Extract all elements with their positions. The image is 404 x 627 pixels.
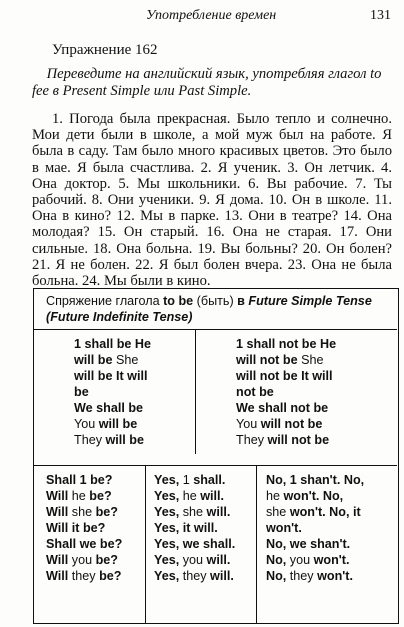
- affirmative-line-bold: We shall be: [74, 401, 144, 415]
- negative-line: [236, 384, 386, 400]
- question-line: [46, 552, 142, 568]
- short-yes-line-bold: Yes,: [154, 489, 180, 503]
- exercise-sentences: 1. Погода была прекрасная. Было тепло и солнечно. Мои дети были в школе, а мой муж был на работе. Я была в саду. Там было много красивых цветов. Это было в мае. Я была счастлива. 2. Я ученик. 3. Он летчик. 4. Она доктор. 5. Мы школьники. 6. Вы рабочие. 7. Ты рабочий. 8. Они ученики. 9. Я дома. 10. Он в школе. 11. Она в кино? 12. Мы в парке. 13. Они в театре? 14. Она молодая? 15. Он старый. 16. Она не старая. 17. Они сильные. 18. Она больна. 19. Вы больны? 20. Он болен? 21. Я не болен. 22. Я был болен вчера. 23. Она не была больна. 24. Мы были в кино.: [32, 111, 392, 290]
- negative-line: [236, 416, 386, 432]
- question-line-plain: he: [68, 489, 90, 503]
- short-no-line: [266, 568, 392, 584]
- question-line-bold: Will: [46, 569, 69, 583]
- affirmative-line: [74, 432, 192, 448]
- affirmative-line: [74, 336, 192, 352]
- short-yes-line-bold: Yes, we shall.: [154, 537, 236, 551]
- negative-line: [236, 432, 386, 448]
- short-no-line-plain: she: [266, 505, 290, 519]
- question-line: [46, 488, 142, 504]
- short-yes-line-plain: they: [179, 569, 211, 583]
- short-no-line-bold: won't.: [313, 553, 350, 567]
- affirmative-line-plain: They: [74, 433, 106, 447]
- negative-line: [236, 368, 386, 384]
- short-yes-line-plain: she: [179, 505, 207, 519]
- short-yes-line: [154, 520, 254, 536]
- question-line-bold: Will it be?: [46, 521, 106, 535]
- short-yes-line-plain: he: [179, 489, 201, 503]
- negative-line-bold: not be: [236, 385, 274, 399]
- short-yes-line-bold: Yes,: [154, 473, 180, 487]
- short-yes-line-bold: Yes,: [154, 569, 180, 583]
- question-line: [46, 520, 142, 536]
- negative-line-bold: will not be It will: [236, 369, 333, 383]
- exercise-text: [32, 111, 392, 289]
- affirmative-line: [74, 352, 192, 368]
- short-no-line-bold: won't. No, it: [289, 505, 361, 519]
- short-yes-line: [154, 568, 254, 584]
- question-line-bold: be?: [99, 569, 122, 583]
- affirmative-line: [74, 384, 192, 400]
- short-yes-list: [154, 472, 254, 584]
- short-no-line-plain: they: [286, 569, 318, 583]
- caption-tense: Future Simple Tense (Future Indefinite Tense): [46, 294, 372, 324]
- affirmative-line-bold: be: [74, 385, 89, 399]
- short-no-line: [266, 536, 392, 552]
- question-line-bold: Will: [46, 489, 69, 503]
- negative-line: [236, 336, 386, 352]
- short-no-line-plain: he: [266, 489, 284, 503]
- short-yes-line: [154, 504, 254, 520]
- short-no-cell: [257, 466, 397, 624]
- questions-list: [46, 472, 142, 584]
- short-no-line-bold: No,: [266, 553, 287, 567]
- short-no-line-bold: No, 1 shan't. No,: [266, 473, 365, 487]
- negative-line-bold: will not be: [260, 417, 323, 431]
- short-no-line-plain: you: [286, 553, 314, 567]
- short-no-line-bold: won't.: [266, 521, 302, 535]
- table-caption: [46, 293, 386, 325]
- question-line-bold: be?: [95, 553, 118, 567]
- short-yes-line: [154, 552, 254, 568]
- short-yes-line-bold: shall.: [193, 473, 226, 487]
- short-yes-cell: [146, 466, 257, 624]
- caption-verb: to be: [163, 294, 194, 308]
- short-yes-line: [154, 472, 254, 488]
- short-yes-line-plain: you: [179, 553, 207, 567]
- short-no-line: [266, 520, 392, 536]
- short-no-line: [266, 504, 392, 520]
- short-yes-line-bold: will.: [210, 569, 234, 583]
- exercise-instruction: [32, 66, 392, 100]
- question-line-bold: be?: [95, 505, 118, 519]
- short-yes-line-bold: will.: [200, 489, 225, 503]
- negative-line-bold: We shall not be: [236, 401, 329, 415]
- affirmative-line: [74, 416, 192, 432]
- questions-row: [34, 465, 397, 624]
- short-yes-line: [154, 488, 254, 504]
- question-line: [46, 504, 142, 520]
- instruction-text: Переведите на английский язык, употребляя глагол to fee в Present Simple или Past Simple.: [32, 66, 382, 99]
- negative-line: [236, 352, 386, 368]
- affirmative-line-bold: 1 shall be He: [74, 337, 151, 351]
- affirmative-cell: [34, 330, 196, 454]
- short-no-line: [266, 472, 392, 488]
- question-line-bold: Will: [46, 505, 69, 519]
- negative-line-plain: You: [236, 417, 261, 431]
- caption-in: в: [237, 294, 249, 308]
- short-no-line-bold: won't.: [317, 569, 353, 583]
- page-number: 131: [370, 8, 391, 23]
- affirmative-line: [74, 368, 192, 384]
- short-yes-line-bold: Yes,: [154, 553, 180, 567]
- short-yes-line-plain: 1: [179, 473, 194, 487]
- short-yes-line-bold: Yes,: [154, 505, 180, 519]
- affirmative-line: [74, 400, 192, 416]
- caption-paren: (быть): [193, 294, 238, 308]
- question-line: [46, 536, 142, 552]
- affirmative-line-plain: You: [74, 417, 99, 431]
- question-line-bold: Will: [46, 553, 69, 567]
- negative-list: [236, 336, 386, 448]
- negative-line-plain: She: [297, 353, 324, 367]
- short-yes-line-bold: will.: [206, 505, 231, 519]
- negative-line-plain: They: [236, 433, 268, 447]
- short-no-line-bold: No, we shan't.: [266, 537, 351, 551]
- exercise-title: Упражнение 162: [52, 42, 158, 58]
- running-title: Употребление времен: [146, 8, 277, 23]
- short-yes-line: [154, 536, 254, 552]
- short-yes-line-bold: Yes, it will.: [154, 521, 218, 535]
- question-line: [46, 568, 142, 584]
- affirmative-line-plain: She: [112, 353, 139, 367]
- question-line-plain: she: [68, 505, 96, 519]
- short-no-line-bold: No,: [266, 569, 287, 583]
- negative-cell: [196, 330, 397, 454]
- question-line-bold: Shall we be?: [46, 537, 123, 551]
- questions-cell: [34, 466, 146, 624]
- negative-line-bold: will not be: [267, 433, 330, 447]
- short-yes-line-bold: will.: [206, 553, 231, 567]
- conjugation-table: [33, 288, 399, 624]
- question-line-plain: they: [68, 569, 100, 583]
- running-header: [0, 8, 404, 26]
- forms-row: [34, 329, 397, 454]
- negative-line: [236, 400, 386, 416]
- question-line: [46, 472, 142, 488]
- affirmative-line-bold: will be: [98, 417, 138, 431]
- affirmative-list: [74, 336, 192, 448]
- caption-prefix: Спряжение глагола: [46, 294, 164, 308]
- question-line-plain: you: [68, 553, 96, 567]
- question-line-bold: be?: [89, 489, 112, 503]
- short-no-list: [266, 472, 392, 584]
- negative-line-bold: 1 shall not be He: [236, 337, 337, 351]
- short-no-line-bold: won't. No,: [283, 489, 344, 503]
- negative-line-bold: will not be: [236, 353, 298, 367]
- question-line-bold: Shall 1 be?: [46, 473, 113, 487]
- short-no-line: [266, 488, 392, 504]
- affirmative-line-bold: will be It will: [74, 369, 148, 383]
- affirmative-line-bold: will be: [74, 353, 113, 367]
- short-no-line: [266, 552, 392, 568]
- affirmative-line-bold: will be: [105, 433, 144, 447]
